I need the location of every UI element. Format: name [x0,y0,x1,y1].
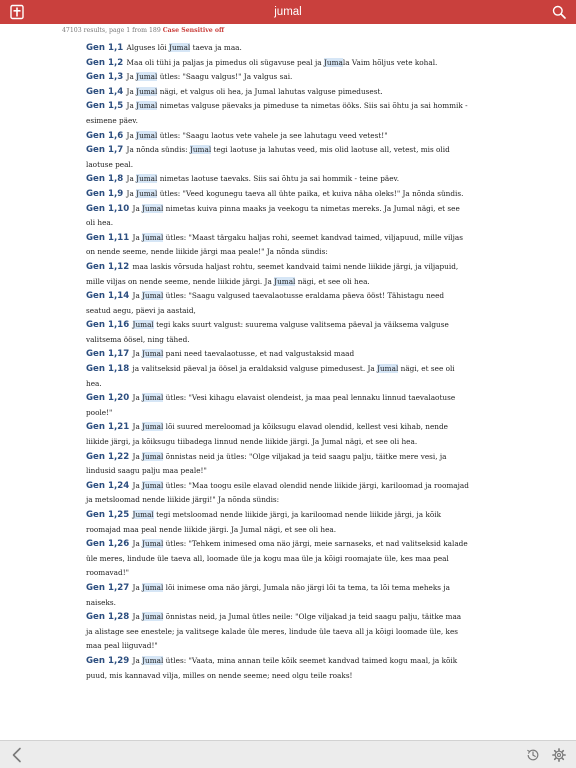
bottom-toolbar [0,740,576,768]
search-match-highlight: Jumal [142,291,164,301]
search-match-highlight: Juma [323,57,343,67]
verse-text: taeva ja maa. [190,43,242,52]
verse-reference[interactable]: Gen 1,11 [86,232,130,243]
verse-reference[interactable]: Gen 1,2 [86,57,124,68]
verse-text: Ja [130,612,143,622]
verse-reference[interactable]: Gen 1,26 [86,539,130,550]
verse-text: ütles: "Maast tärgaku haljas rohi, seemet kandvad taimed, viljapuud, mille viljas on nende seeme, nende liikide järgi maa peale!" Ja nõnda sündis: [86,232,463,257]
search-match-highlight: Jumal [142,539,164,549]
verse-row[interactable] [86,508,470,537]
verse-reference[interactable]: Gen 1,12 [86,261,130,272]
verse-row[interactable] [86,56,470,71]
verse-reference[interactable]: Gen 1,8 [86,174,124,185]
verse-text: Ja [130,349,143,359]
verse-reference[interactable]: Gen 1,28 [86,612,130,623]
verse-row[interactable] [86,610,470,654]
verse-text: nägi, et see oli hea. [295,276,370,286]
search-match-highlight: Jumal [132,510,154,519]
verse-text: Ja [124,130,137,140]
results-info [62,27,224,34]
top-bar [0,0,576,24]
search-match-highlight: Jumal [142,612,164,622]
verse-text: ütles: "Vaata, mina annan teile kõik seemet kandvad taimed kogu maal, ja kõik puud, mis kannavad vilja, milles on nende seeme; need olgu teile roaks! [86,655,458,680]
verse-text: ütles: "Saagu valgus!" Ja valgus sai. [157,72,293,82]
verse-text: Ja [130,655,143,665]
verse-text: Maa oli tühi ja paljas ja pimedus oli sügavuse peal ja [124,57,324,67]
verse-row[interactable] [86,420,470,449]
verse-reference[interactable]: Gen 1,6 [86,130,124,141]
verse-text: Ja [124,188,137,198]
verse-row[interactable] [86,143,470,172]
verse-row[interactable] [86,537,470,581]
verse-row[interactable] [86,362,470,391]
verse-reference[interactable]: Gen 1,1 [86,43,124,53]
search-match-highlight: Jumal [142,451,164,461]
verse-row[interactable] [86,391,470,420]
verse-row[interactable] [86,85,470,100]
history-icon[interactable] [526,748,540,762]
verse-row[interactable] [86,318,470,347]
verse-text: maa laskis võrsuda haljast rohtu, seemet kandvaid taimi nende liikide järgi, ja viljapuid, mille viljas on nende seeme, nende liikide järgi. Ja [86,261,459,286]
verse-row[interactable] [86,172,470,187]
verse-text: Ja [130,291,143,301]
verse-text: õnnistas neid ja ütles: "Olge viljakad ja teid saagu palju, täitke mere vesi, ja lindusid saagu palju maa peale!" [86,451,447,476]
verse-text: ütles: "Veed kogunegu taeva all ühte paika, et kuiva näha oleks!" Ja nõnda sündis. [157,188,464,198]
verse-list [86,41,470,683]
search-match-highlight: Jumal [274,276,296,286]
settings-gear-icon[interactable] [552,748,566,762]
verse-row[interactable] [86,231,470,260]
search-match-highlight: Jumal [189,145,212,155]
verse-row[interactable] [86,347,470,362]
verse-row[interactable] [86,260,470,289]
verse-reference[interactable]: Gen 1,4 [86,86,124,97]
verse-reference[interactable]: Gen 1,29 [86,655,130,666]
verse-row[interactable] [86,289,470,318]
verse-reference[interactable]: Gen 1,22 [86,451,130,462]
verse-reference[interactable]: Gen 1,24 [86,480,130,491]
search-match-highlight: Jumal [142,422,164,432]
verse-text: Ja [130,422,143,432]
search-match-highlight: Jumal [142,582,164,592]
verse-reference[interactable]: Gen 1,21 [86,422,130,433]
verse-text: ütles: "Saagu valgused taevalaotusse eraldama päeva ööst! Tähistagu need seatud aegu, päevi ja aastaid, [86,291,445,315]
verse-row[interactable] [86,450,470,479]
verse-text: lõi suured mereloomad ja kõiksugu elavad olendid, kellest vesi kihab, nende liikide järgi, ja kõiksugu tiibadega linnud nende liikide järgi. Ja Jumal nägi, et see oli hea. [86,422,448,447]
verse-reference[interactable]: Gen 1,17 [86,349,130,360]
verse-text: Ja [130,539,143,549]
verse-row[interactable] [86,70,470,85]
verse-row[interactable] [86,99,470,128]
verse-row[interactable] [86,129,470,144]
verse-text: Ja [124,72,137,82]
verse-reference[interactable]: Gen 1,25 [86,510,130,520]
verse-text: ütles: "Maa toogu esile elavad olendid nende liikide järgi, kariloomad ja roomajad ja metsloomad nende liikide järgi!" Ja nõnda sündis: [86,480,469,505]
verse-row[interactable] [86,41,470,56]
verse-text: ütles: "Saagu laotus vete vahele ja see lahutagu veed vetest!" [157,130,388,140]
verse-row[interactable] [86,581,470,610]
search-match-highlight: Jumal [136,86,158,96]
search-match-highlight: Jumal [142,655,164,665]
search-match-highlight: Jumal [136,174,158,184]
verse-text: Ja [130,582,143,592]
case-sensitive-toggle[interactable]: Case Sensitive off [162,27,225,34]
verse-text: nimetas valguse päevaks ja pimeduse ta nimetas ööks. Siis sai õhtu ja sai hommik - esimene päev. [86,101,468,125]
back-chevron-icon[interactable] [10,747,24,763]
verse-text: nimetas laotuse taevaks. Siis sai õhtu ja sai hommik - teine päev. [157,174,400,184]
verse-text: Ja [130,203,143,213]
search-match-highlight: Jumal [142,232,164,242]
verse-text: lõi inimese oma näo järgi, Jumala näo järgi lõi ta tema, ta lõi tema meheks ja naiseks. [86,582,450,607]
verse-row[interactable] [86,187,470,202]
verse-reference[interactable]: Gen 1,3 [86,72,124,83]
results-summary: 47103 results, page 1 from 189 [62,27,161,34]
verse-text: Ja [130,393,143,403]
search-match-highlight: Jumal [142,203,164,213]
verse-text: Ja [130,480,143,490]
search-match-highlight: Jumal [136,101,158,111]
search-match-highlight: Jumal [169,43,191,52]
verse-reference[interactable]: Gen 1,16 [86,320,130,331]
verse-row[interactable] [86,479,470,508]
verse-text: nägi, et valgus oli hea, ja Jumal lahutas valguse pimedusest. [157,86,383,96]
search-match-highlight: Jumal [142,480,164,490]
verse-text: tegi metsloomad nende liikide järgi, ja kariloomad nende liikide järgi, ja kõik roomajad maa peal nende liikide järgi. Ja Jumal nägi, et see oli hea. [86,510,442,534]
verse-text: Ja [124,101,137,111]
verse-text: ütles: "Vesi kihagu elavaist olendeist, ja maa peal lennaku linnud taevalaotuse poole!" [86,393,456,417]
verse-text: ütles: "Tehkem inimesed oma näo järgi, meie sarnaseks, et nad valitseksid kalade üle meres, lindude üle taeva all, loomade üle ja kogu maa üle ja kõigi roomajate üle, kes maa peal roomavad!" [86,539,468,578]
verse-text: ja valitseksid päeval ja öösel ja eraldaksid valguse pimedusest. Ja [130,364,378,374]
verse-reference[interactable]: Gen 1,7 [86,145,124,156]
verse-row[interactable] [86,654,470,683]
verse-text: tegi laotuse ja lahutas veed, mis olid laotuse all, vetest, mis olid laotuse peal. [86,145,450,169]
verse-reference[interactable]: Gen 1,18 [86,364,130,375]
page-title: jumal [274,6,302,18]
verse-text: nimetas kuiva pinna maaks ja veekogu ta nimetas mereks. Ja Jumal nägi, et see oli hea. [86,203,460,228]
search-match-highlight: Jumal [136,72,158,82]
verse-text: õnnistas neid, ja Jumal ütles neile: "Olge viljakad ja teid saagu palju, täitke maa ja alistage see enestele; ja valitsege kalade üle meres, lindude üle taeva all ja kõigi loomade üle, kes maa peal liiguvad!" [86,612,462,651]
verse-row[interactable] [86,202,470,231]
search-icon[interactable] [552,5,566,19]
verse-text: Ja [124,174,137,184]
search-match-highlight: Jumal [142,393,164,403]
search-match-highlight: Jumal [377,364,399,374]
search-match-highlight: Jumal [136,188,158,198]
verse-text: la Vaim hõljus vete kohal. [342,57,438,67]
verse-text: pani need taevalaotusse, et nad valgustaksid maad [163,349,355,359]
search-match-highlight: Jumal [136,130,158,140]
verse-reference[interactable]: Gen 1,27 [86,582,130,593]
verse-text: tegi kaks suurt valgust: suurema valguse valitsema päeval ja väiksema valguse valitsema öösel, ning tähed. [86,320,449,344]
verse-reference[interactable]: Gen 1,10 [86,203,130,214]
search-match-highlight: Jumal [132,320,154,330]
verse-text: Ja nõnda sündis: [124,145,190,155]
verse-reference[interactable]: Gen 1,9 [86,188,124,199]
verse-text: nägi, et see oli hea. [86,364,455,388]
verse-reference[interactable]: Gen 1,20 [86,393,130,404]
verse-text: Ja [130,232,143,242]
verse-text: Ja [124,86,137,96]
verse-reference[interactable]: Gen 1,5 [86,101,124,112]
verse-text: Ja [130,451,143,461]
search-match-highlight: Jumal [142,349,164,359]
verse-text: Alguses lõi [124,43,170,52]
verse-reference[interactable]: Gen 1,14 [86,291,130,302]
